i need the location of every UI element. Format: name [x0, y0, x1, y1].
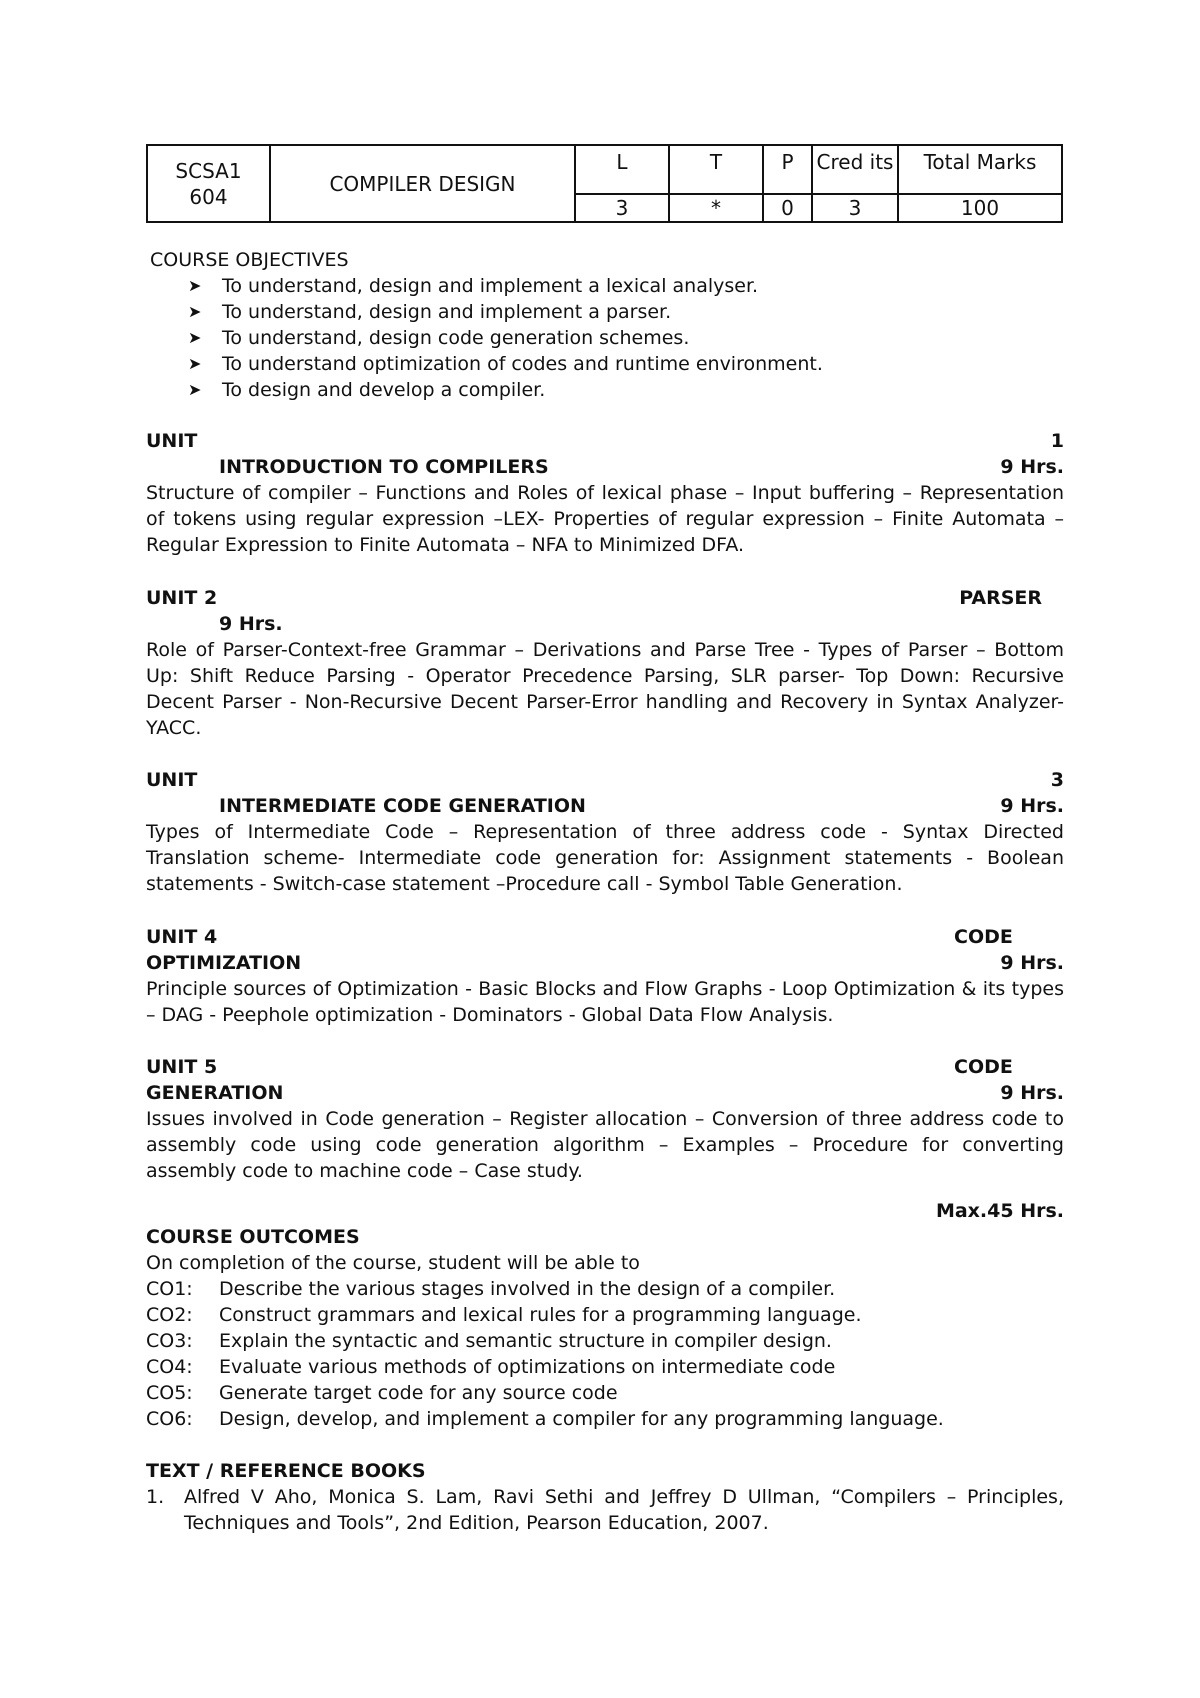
- course-header-table: [146, 144, 1063, 223]
- reference-books: [146, 1458, 1064, 1536]
- arrowhead-bullet-icon: ➤: [188, 276, 202, 295]
- objectives-list: [150, 273, 1068, 403]
- unit-4: [146, 924, 1064, 1028]
- unit-2-title: PARSER: [959, 587, 1042, 609]
- course-outcomes: [146, 1198, 1064, 1432]
- unit-5-body: Issues involved in Code generation – Register allocation – Conversion of three address code to assembly code using code generation algorithm – Examples – Procedure for converting assembly code to machine code – Case study.: [146, 1108, 1064, 1182]
- unit-3-hours: 9 Hrs.: [1000, 795, 1064, 817]
- col-l-header: L: [575, 145, 669, 194]
- references-heading: TEXT / REFERENCE BOOKS: [146, 1460, 426, 1482]
- unit-3-number: 3: [1050, 769, 1064, 791]
- unit-1-number: 1: [1050, 430, 1064, 452]
- list-item: CO6: Design, develop, and implement a compiler for any programming language.: [146, 1408, 944, 1430]
- unit-2-hours: 9 Hrs.: [219, 613, 283, 635]
- val-t: *: [669, 194, 763, 222]
- unit-1-body: Structure of compiler – Functions and Roles of lexical phase – Input buffering – Representation of tokens using regular expression –LEX- Properties of regular expression – Finite Automata – Regular Expression to Finite Automata – NFA to Minimized DFA.: [146, 482, 1064, 556]
- course-title: COMPILER DESIGN: [329, 171, 516, 196]
- unit-2-body: Role of Parser-Context-free Grammar – Derivations and Parse Tree - Types of Parser – Bottom Up: Shift Reduce Parsing - Operator Precedence Parsing, SLR parser- Top Down: Recursive Decent Parser - Non-Recursive Decent Parser-Error handling and Recovery in Syntax Analyzer-YACC.: [146, 639, 1064, 739]
- unit-3-body: Types of Intermediate Code – Representation of three address code - Syntax Directed Translation scheme- Intermediate code generation for: Assignment statements - Boolean statements - Switch-case statement –Procedure call - Symbol Table Generation.: [146, 821, 1064, 895]
- unit-3-title: INTERMEDIATE CODE GENERATION: [219, 795, 586, 817]
- col-total-header: Total Marks: [898, 145, 1062, 194]
- list-item: CO1: Describe the various stages involved in the design of a compiler.: [146, 1278, 836, 1300]
- max-hours: Max.45 Hrs.: [935, 1200, 1064, 1222]
- list-item: ➤ To understand, design code generation schemes.: [188, 327, 690, 349]
- list-item: ➤ To understand, design and implement a lexical analyser.: [188, 275, 759, 297]
- list-item: ➤ To design and develop a compiler.: [188, 379, 546, 401]
- unit-4-hours: 9 Hrs.: [1000, 952, 1064, 974]
- list-item: ➤ To understand optimization of codes and runtime environment.: [188, 353, 823, 375]
- arrowhead-bullet-icon: ➤: [188, 328, 202, 347]
- unit-4-title-a: CODE: [954, 926, 1013, 948]
- unit-1: [146, 428, 1064, 558]
- list-item: CO2: Construct grammars and lexical rules for a programming language.: [146, 1304, 862, 1326]
- unit-1-hours: 9 Hrs.: [1000, 456, 1064, 478]
- val-total: 100: [898, 194, 1062, 222]
- unit-2-label: UNIT 2: [146, 587, 218, 609]
- unit-4-title-b: OPTIMIZATION: [146, 952, 302, 974]
- unit-5-title-a: CODE: [954, 1056, 1013, 1078]
- list-item: ➤ To understand, design and implement a parser.: [188, 301, 672, 323]
- arrowhead-bullet-icon: ➤: [188, 354, 202, 373]
- unit-3: [146, 767, 1064, 897]
- unit-1-label: UNIT: [146, 430, 198, 452]
- col-credits-header: Cred its: [812, 145, 898, 194]
- course-title-cell: [270, 145, 575, 222]
- course-code-cell: [147, 145, 270, 222]
- unit-4-label: UNIT 4: [146, 926, 218, 948]
- outcomes-intro: On completion of the course, student will be able to: [146, 1252, 640, 1274]
- unit-3-label: UNIT: [146, 769, 198, 791]
- objectives-heading: COURSE OBJECTIVES: [150, 249, 349, 271]
- val-credits: 3: [812, 194, 898, 222]
- unit-5: [146, 1054, 1064, 1184]
- unit-5-label: UNIT 5: [146, 1056, 218, 1078]
- val-l: 3: [575, 194, 669, 222]
- unit-5-hours: 9 Hrs.: [1000, 1082, 1064, 1104]
- arrowhead-bullet-icon: ➤: [188, 302, 202, 321]
- col-p-header: P: [763, 145, 812, 194]
- list-item: CO5: Generate target code for any source code: [146, 1382, 618, 1404]
- col-t-header: T: [669, 145, 763, 194]
- course-code-line2: 604: [189, 184, 228, 209]
- course-objectives: [150, 247, 1068, 403]
- unit-2: [146, 585, 1064, 741]
- list-item: CO3: Explain the syntactic and semantic structure in compiler design.: [146, 1330, 832, 1352]
- course-code-line1: SCSA1: [175, 158, 242, 183]
- val-p: 0: [763, 194, 812, 222]
- arrowhead-bullet-icon: ➤: [188, 380, 202, 399]
- unit-5-title-b: GENERATION: [146, 1082, 284, 1104]
- unit-1-title: INTRODUCTION TO COMPILERS: [219, 456, 549, 478]
- outcomes-heading: COURSE OUTCOMES: [146, 1226, 360, 1248]
- unit-4-body: Principle sources of Optimization - Basic Blocks and Flow Graphs - Loop Optimization & its types – DAG - Peephole optimization - Dominators - Global Data Flow Analysis.: [146, 978, 1064, 1026]
- list-item: CO4: Evaluate various methods of optimizations on intermediate code: [146, 1356, 836, 1378]
- list-item: 1. Alfred V Aho, Monica S. Lam, Ravi Sethi and Jeffrey D Ullman, “Compilers – Principles, Techniques and Tools”, 2nd Edition, Pearson Education, 2007.: [146, 1486, 1064, 1534]
